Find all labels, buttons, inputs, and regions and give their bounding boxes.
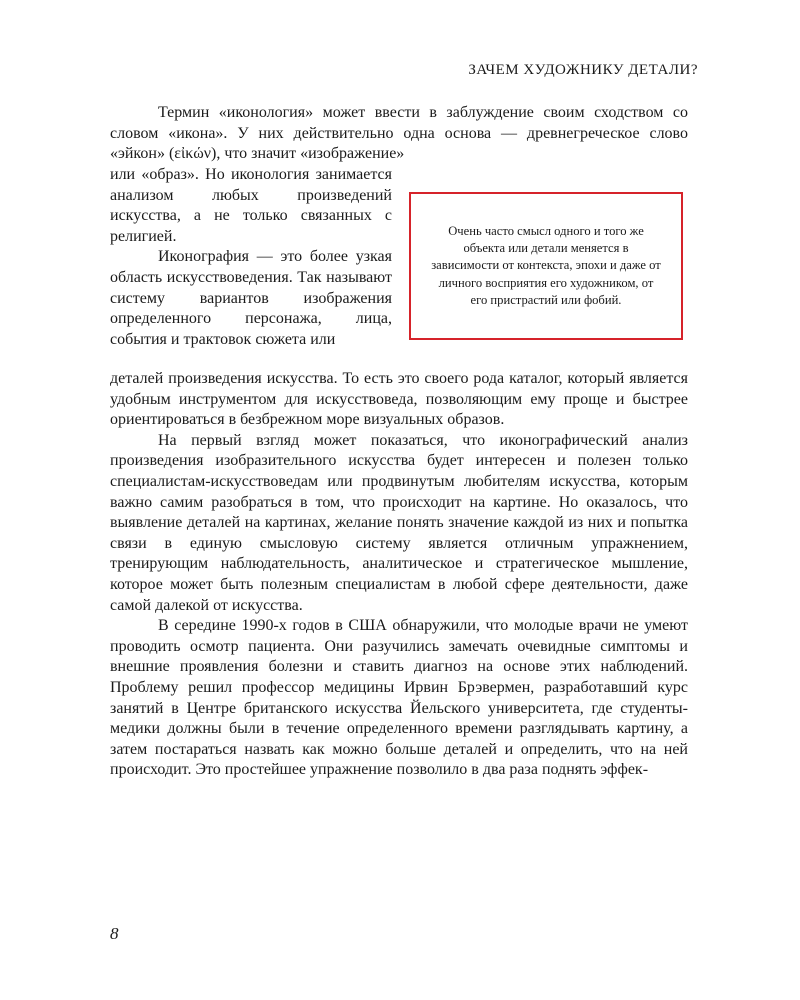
paragraph-2-start: Иконография — это более узкая область искусствоведения. Так называют систему вариантов изображения определенного персонажа, лица, события и трактовок сюжета или xyxy=(110,248,392,348)
paragraph-4: В середине 1990-х годов в США обнаружили, что молодые врачи не умеют проводить осмотр пациента. Они разучились замечать очевидные симптомы и внешние проявления болезни и ставить диагноз на основе этих наблюдений. Проблему решил профессор медицины Ирвин Брэвермен, разработавший курс занятий в Центре британского искусства Йельского университета, где студенты-медики должны были в течение определенного времени разглядывать картину, а затем постараться назвать как можно больше деталей и определить, что на ней происходит. Это простейшее упражнение позволило в два раза поднять эффек- xyxy=(110,617,688,779)
paragraph-1-start: Термин «иконология» может ввести в заблуждение своим сходством со словом «икона». У них действительно одна основа — древнегреческое слово «эйкон» (εἰκών), что значит «изображение» xyxy=(110,104,688,163)
callout-box xyxy=(409,192,683,340)
paragraph-1-continued: или «образ». Но иконология занимается анализом любых произведений искусства, а не только связанных с религией. xyxy=(110,166,392,245)
body-text-bottom xyxy=(110,369,688,781)
running-title: ЗАЧЕМ ХУДОЖНИКУ ДЕТАЛИ? xyxy=(468,62,698,78)
body-text-top xyxy=(110,103,688,165)
page-number: 8 xyxy=(110,924,119,943)
paragraph-2-continued: деталей произведения искусства. То есть это своего рода каталог, который является удобным инструментом для искусствоведа, позволяющим ему проще и быстрее ориентироваться в безбрежном море визуальных образов. xyxy=(110,370,688,429)
paragraph-3: На первый взгляд может показаться, что иконографический анализ произведения изобразительного искусства будет интересен и полезен только специалистам-искусствоведам или продвинутым любителям искусства, которым важно самим разобраться в том, что происходит на картине. Но оказалось, что выявление деталей на картинах, желание понять значение каждой из них и попытка связи в единую смысловую систему является отличным упражнением, тренирующим наблюдательность, аналитическое и стратегическое мышление, которое может быть полезным специалистам в любой сфере деятельности, даже самой далекой от искусства. xyxy=(110,431,688,614)
body-text-narrow xyxy=(110,165,392,350)
callout-text: Очень часто смысл одного и того же объекта или детали меняется в зависимости от контекста, эпохи и даже от личного восприятия его художником, от его пристрастий или фобий. xyxy=(431,223,661,307)
